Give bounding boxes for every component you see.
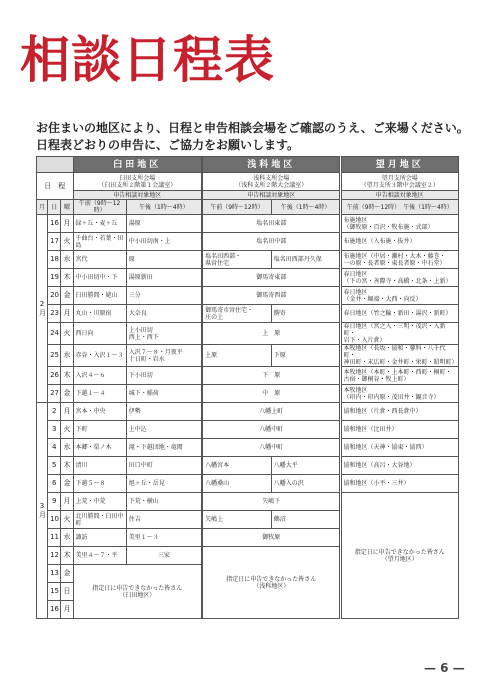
- usuda-pm-area: 伊勢: [126, 403, 201, 421]
- usuda-pm-area: 湯原: [126, 215, 201, 233]
- day: 20: [48, 287, 61, 305]
- usuda-pm-area: 城下・稲荷: [126, 385, 201, 403]
- table-row: [37, 251, 459, 269]
- weekday: 金: [61, 565, 73, 583]
- weekday: 水: [61, 529, 73, 547]
- mochizuki-area: 布施地区（入布施・抜井）: [341, 233, 458, 251]
- day: 25: [48, 345, 61, 367]
- page-title: 相談日程表: [20, 31, 275, 89]
- usuda-am-area: 入沢４～６: [73, 367, 126, 385]
- weekday: 水: [61, 251, 73, 269]
- usuda-am-area: 本郷・栗ノ木: [73, 439, 126, 457]
- day: 11: [48, 529, 61, 547]
- weekday: 月: [61, 403, 73, 421]
- weekday: 木: [61, 457, 73, 475]
- usuda-am-area: 諏訪: [73, 529, 126, 547]
- mochizuki-area: 布施地区 （御牧原・百沢・牧布施・式部）: [341, 215, 458, 233]
- usuda-note: 指定日に申告できなかった皆さん （臼田地区）: [73, 565, 201, 619]
- page-number: — 6 —: [424, 661, 465, 675]
- asashina-pm-area: 八幡入の沢: [271, 475, 340, 493]
- day: 27: [48, 385, 61, 403]
- mochizuki-area: 協和地区（比田井）: [341, 421, 458, 439]
- table-row: [37, 345, 459, 367]
- day: 6: [48, 475, 61, 493]
- usuda-pm-area: 三家: [126, 547, 201, 565]
- weekday: 水: [61, 439, 73, 457]
- mochizuki-area: 春日地区 （金井・堀端・大西・向反）: [341, 287, 458, 305]
- usuda-venue: 臼田支所会場 （臼田支所２階第１会議室）: [73, 173, 201, 191]
- day: 26: [48, 367, 61, 385]
- month-mar: [37, 403, 48, 619]
- asashina-area: 下 原: [203, 367, 340, 385]
- day: 3: [48, 421, 61, 439]
- col-day: 日: [48, 200, 61, 215]
- table-row: [37, 421, 459, 439]
- weekday: 木: [61, 547, 73, 565]
- asashina-am-area: 八幡宮本: [203, 457, 272, 475]
- schedule-table: [36, 156, 459, 619]
- table-row: [37, 493, 459, 511]
- usuda-pm-area: 滝・下越団地・竜岡: [126, 439, 201, 457]
- usuda-am-area: 千曲台・若葉・田島: [73, 233, 126, 251]
- asashina-area: 御馬寄東部: [203, 269, 340, 287]
- weekday: 金: [61, 385, 73, 403]
- usuda-pm-area: 湯原新田: [126, 269, 201, 287]
- weekday: 金: [61, 287, 73, 305]
- mochizuki-pm: 午後（1時～4時）: [403, 203, 453, 211]
- usuda-pm-area: 旭ヶ丘・岳見: [126, 475, 201, 493]
- asashina-area: 八幡上町: [203, 403, 340, 421]
- asashina-area: 塩名田中部: [203, 233, 340, 251]
- table-row: [37, 269, 459, 287]
- day: 10: [48, 511, 61, 529]
- intro-text: [36, 120, 486, 154]
- asashina-am: 午前（9時～12時）: [203, 200, 272, 215]
- usuda-pm-area: 中小田切南・上: [126, 233, 201, 251]
- date-label: 日 程: [37, 173, 74, 200]
- header-blank: [37, 157, 74, 173]
- asashina-area: 中 原: [203, 385, 340, 403]
- usuda-am-area: 赤谷・入沢１～３: [73, 345, 126, 367]
- table-row: [37, 323, 459, 345]
- intro-line-1: お住まいの地区により、日程と申告相談会場をご確認のうえ、ご来場ください。: [36, 121, 469, 135]
- table-row: [37, 475, 459, 493]
- mochizuki-area: 協和地区（小平・三井）: [341, 475, 458, 493]
- usuda-am-area: 美里４～７・平: [73, 547, 126, 565]
- usuda-am-area: 下町: [73, 421, 126, 439]
- usuda-am-area: 上荒・中荒: [73, 493, 126, 511]
- mochizuki-area: 協和地区（高呂・大谷地）: [341, 457, 458, 475]
- asashina-pm-area: 塩名田西部丹久保: [271, 251, 340, 269]
- mochizuki-area: 協和地区（天神・協東・協西）: [341, 439, 458, 457]
- usuda-pm-area: 美里１～３: [126, 529, 201, 547]
- day: 9: [48, 493, 61, 511]
- usuda-pm-area: 上中込: [126, 421, 201, 439]
- asashina-pm-area: 八幡大平: [271, 457, 340, 475]
- usuda-am-area: 清川: [73, 457, 126, 475]
- mochizuki-area: 本牧地区 （印内・印内原・茂田井・観音寺）: [341, 385, 458, 403]
- weekday: 水: [61, 345, 73, 367]
- usuda-am-area: 丸山・川原宿: [73, 305, 126, 323]
- table-row: [37, 367, 459, 385]
- table-row: [37, 215, 459, 233]
- mochizuki-area: 協和地区（片倉・西長倉中）: [341, 403, 458, 421]
- usuda-pm-area: 三分: [126, 287, 201, 305]
- usuda-pm-area: 原: [126, 251, 201, 269]
- usuda-am-area: 西日向: [73, 323, 126, 345]
- day: 2: [48, 403, 61, 421]
- usuda-pm-area: 上小田切 西上・西下: [126, 323, 201, 345]
- asashina-area: 八幡中町: [203, 421, 340, 439]
- day: 24: [48, 323, 61, 345]
- asashina-am-area: 矢嶋上: [203, 511, 272, 529]
- col-weekday: 曜: [61, 200, 73, 215]
- asashina-am-area: 上原: [203, 345, 272, 367]
- month-label: 2月: [39, 299, 46, 317]
- mochizuki-am-pm: [341, 200, 458, 215]
- usuda-am: 午前（9時～12時）: [73, 200, 126, 215]
- asashina-area: 上 原: [203, 323, 340, 345]
- asashina-area: 矢嶋下: [203, 493, 340, 511]
- month-feb: [37, 215, 48, 403]
- usuda-am-area: 下越５～８: [73, 475, 126, 493]
- weekday: 月: [61, 601, 73, 619]
- weekday: 木: [61, 367, 73, 385]
- usuda-pm-area: 大奈良: [126, 305, 201, 323]
- month-label: 3月: [39, 501, 46, 519]
- usuda-pm-area: 下荒・横山: [126, 493, 201, 511]
- table-row: [37, 233, 459, 251]
- asashina-pm: 午後（1時～4時）: [271, 200, 340, 215]
- asashina-area: 御牧原: [203, 529, 340, 547]
- table-row: [37, 385, 459, 403]
- mochizuki-area: 布施地区（中居・瀬村・大木・藤巻・ 一の原・長者原・東長者原・中石堂）: [341, 251, 458, 269]
- asashina-venue: 浅科支所会場 （浅科支所２階大会議室）: [203, 173, 340, 191]
- asashina-am-area: 八幡桑山: [203, 475, 272, 493]
- weekday: 木: [61, 269, 73, 287]
- usuda-pm-area: 入沢７～８・月夜平 十日町・岩水: [126, 345, 201, 367]
- table-row: [37, 287, 459, 305]
- asashina-pm-area: 駒寄: [271, 305, 340, 323]
- usuda-am-area: 下越１～４: [73, 385, 126, 403]
- day: 15: [48, 583, 61, 601]
- usuda-am-area: 臼田勝間・姥山: [73, 287, 126, 305]
- header-asashina: 浅科地区: [203, 157, 340, 173]
- usuda-pm: 午後（1時～4時）: [126, 200, 201, 215]
- day: 4: [48, 439, 61, 457]
- day: 12: [48, 547, 61, 565]
- asashina-target-label: 申告相談対象地区: [203, 191, 340, 200]
- table-row: [37, 403, 459, 421]
- day: 16: [48, 215, 61, 233]
- usuda-am-area: 中小田切中・下: [73, 269, 126, 287]
- usuda-am-area: 宮代: [73, 251, 126, 269]
- weekday: 月: [61, 305, 73, 323]
- mochizuki-target-label: 申告相談対象地区: [341, 191, 458, 200]
- usuda-pm-area: 田口中町: [126, 457, 201, 475]
- asashina-pm-area: 鶴沼: [271, 511, 340, 529]
- mochizuki-am: 午前（9時～12時）: [346, 203, 398, 211]
- mochizuki-area: 春日地区（竹之輪・新田・湯沢・新町）: [341, 305, 458, 323]
- weekday: 月: [61, 215, 73, 233]
- asashina-am-area: 御馬寄市営住宅・ 庄の上: [203, 305, 272, 323]
- day: 19: [48, 269, 61, 287]
- usuda-am-area: 宮本・中央: [73, 403, 126, 421]
- mochizuki-area: 本牧地区（本町・上本町・西町・桐町・ 古宿・御桐谷・牧上町）: [341, 367, 458, 385]
- day: 13: [48, 565, 61, 583]
- day: 23: [48, 305, 61, 323]
- table-row: [37, 439, 459, 457]
- asashina-note: 指定日に申告できなかった皆さん （浅科地区）: [203, 547, 340, 619]
- day: 5: [48, 457, 61, 475]
- mochizuki-note: 指定日に申告できなかった皆さん （望月地区）: [341, 493, 458, 619]
- weekday: 火: [61, 323, 73, 345]
- usuda-pm-area: 住吉: [126, 511, 201, 529]
- usuda-am-area: 緑ヶ丘・麦ヶ丘: [73, 215, 126, 233]
- col-month: 月: [37, 200, 48, 215]
- weekday: 月: [61, 493, 73, 511]
- weekday: 金: [61, 475, 73, 493]
- usuda-target-label: 申告相談対象地区: [73, 191, 201, 200]
- header-mochizuki: 望月地区: [341, 157, 458, 173]
- mochizuki-area: 春日地区（宮之入・三明・茂沢・入新町・ 岩下・入片倉）: [341, 323, 458, 345]
- mochizuki-area: 本牧地区（長坂・協和・蓼科・八千代町・ 神田町・末広町・金井町・栄町・昭明町）: [341, 345, 458, 367]
- usuda-am-area: 北川勝間・臼田中町: [73, 511, 126, 529]
- usuda-pm-area: 下小田切: [126, 367, 201, 385]
- weekday: 火: [61, 233, 73, 251]
- mochizuki-venue: 望月支所会場 （望月支所３階中会議室２）: [341, 173, 458, 191]
- asashina-am-area: 塩名田西部・ 県営住宅: [203, 251, 272, 269]
- intro-line-2: 日程表どおりの申告に、ご協力をお願いします。: [36, 138, 300, 152]
- table-row: [37, 457, 459, 475]
- day: 17: [48, 233, 61, 251]
- weekday: 火: [61, 511, 73, 529]
- asashina-area: 八幡中町: [203, 439, 340, 457]
- header-usuda: 臼田地区: [73, 157, 201, 173]
- mochizuki-area: 春日地区 （下の宮・善際寺・高橋・北条・上新）: [341, 269, 458, 287]
- asashina-area: 御馬寄西部: [203, 287, 340, 305]
- weekday: 火: [61, 421, 73, 439]
- table-row: [37, 305, 459, 323]
- asashina-pm-area: 下原: [271, 345, 340, 367]
- day: 16: [48, 601, 61, 619]
- asashina-area: 塩名田東部: [203, 215, 340, 233]
- weekday: 日: [61, 583, 73, 601]
- day: 18: [48, 251, 61, 269]
